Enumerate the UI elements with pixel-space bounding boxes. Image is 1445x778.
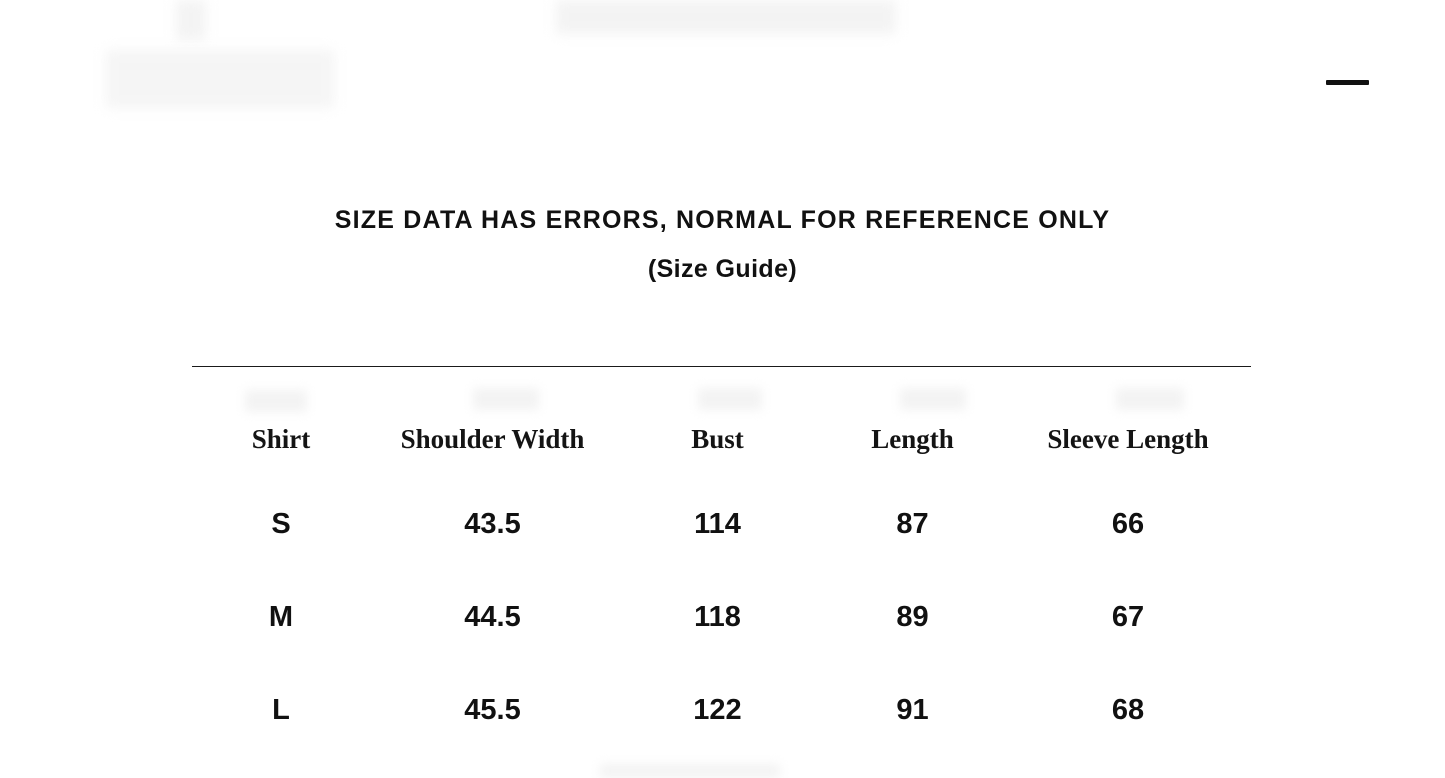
cell-size: L [272,694,290,726]
cell-sleeve: 67 [1111,601,1145,633]
column-header-shoulder: Shoulder Width [400,423,585,454]
page-title: SIZE DATA HAS ERRORS, NORMAL FOR REFERENCE ONLY [334,206,1111,234]
cell-bust: 122 [693,694,742,726]
column-header-bust: Bust [691,423,744,454]
cell-bust: 118 [694,601,741,633]
cell-sleeve: 66 [1111,508,1145,540]
cell-length: 91 [896,694,929,726]
page-heading [0,205,1445,286]
cell-length: 89 [896,601,929,633]
scan-artifact-top-center [556,0,896,34]
table-row [192,664,1251,757]
table-header-row [192,400,1251,478]
column-header-length: Length [871,423,954,454]
cell-size: S [271,508,291,540]
cell-shoulder: 44.5 [464,601,521,633]
horizontal-divider [192,366,1251,367]
table-row [192,478,1251,571]
cell-bust: 114 [694,508,741,540]
cell-sleeve: 68 [1111,694,1145,726]
scan-artifact-top-left [176,0,206,40]
page-subtitle: (Size Guide) [647,255,798,284]
column-header-sleeve: Sleeve Length [1047,423,1209,454]
cell-length: 87 [896,508,929,540]
dash-mark-icon [1326,80,1369,85]
size-guide-table [192,400,1251,757]
table-row [192,571,1251,664]
column-header-shirt: Shirt [251,423,311,454]
scan-artifact-upper-left-block [106,50,334,108]
cell-size: M [268,601,294,633]
cell-shoulder: 45.5 [464,694,521,726]
cell-shoulder: 43.5 [464,508,521,540]
